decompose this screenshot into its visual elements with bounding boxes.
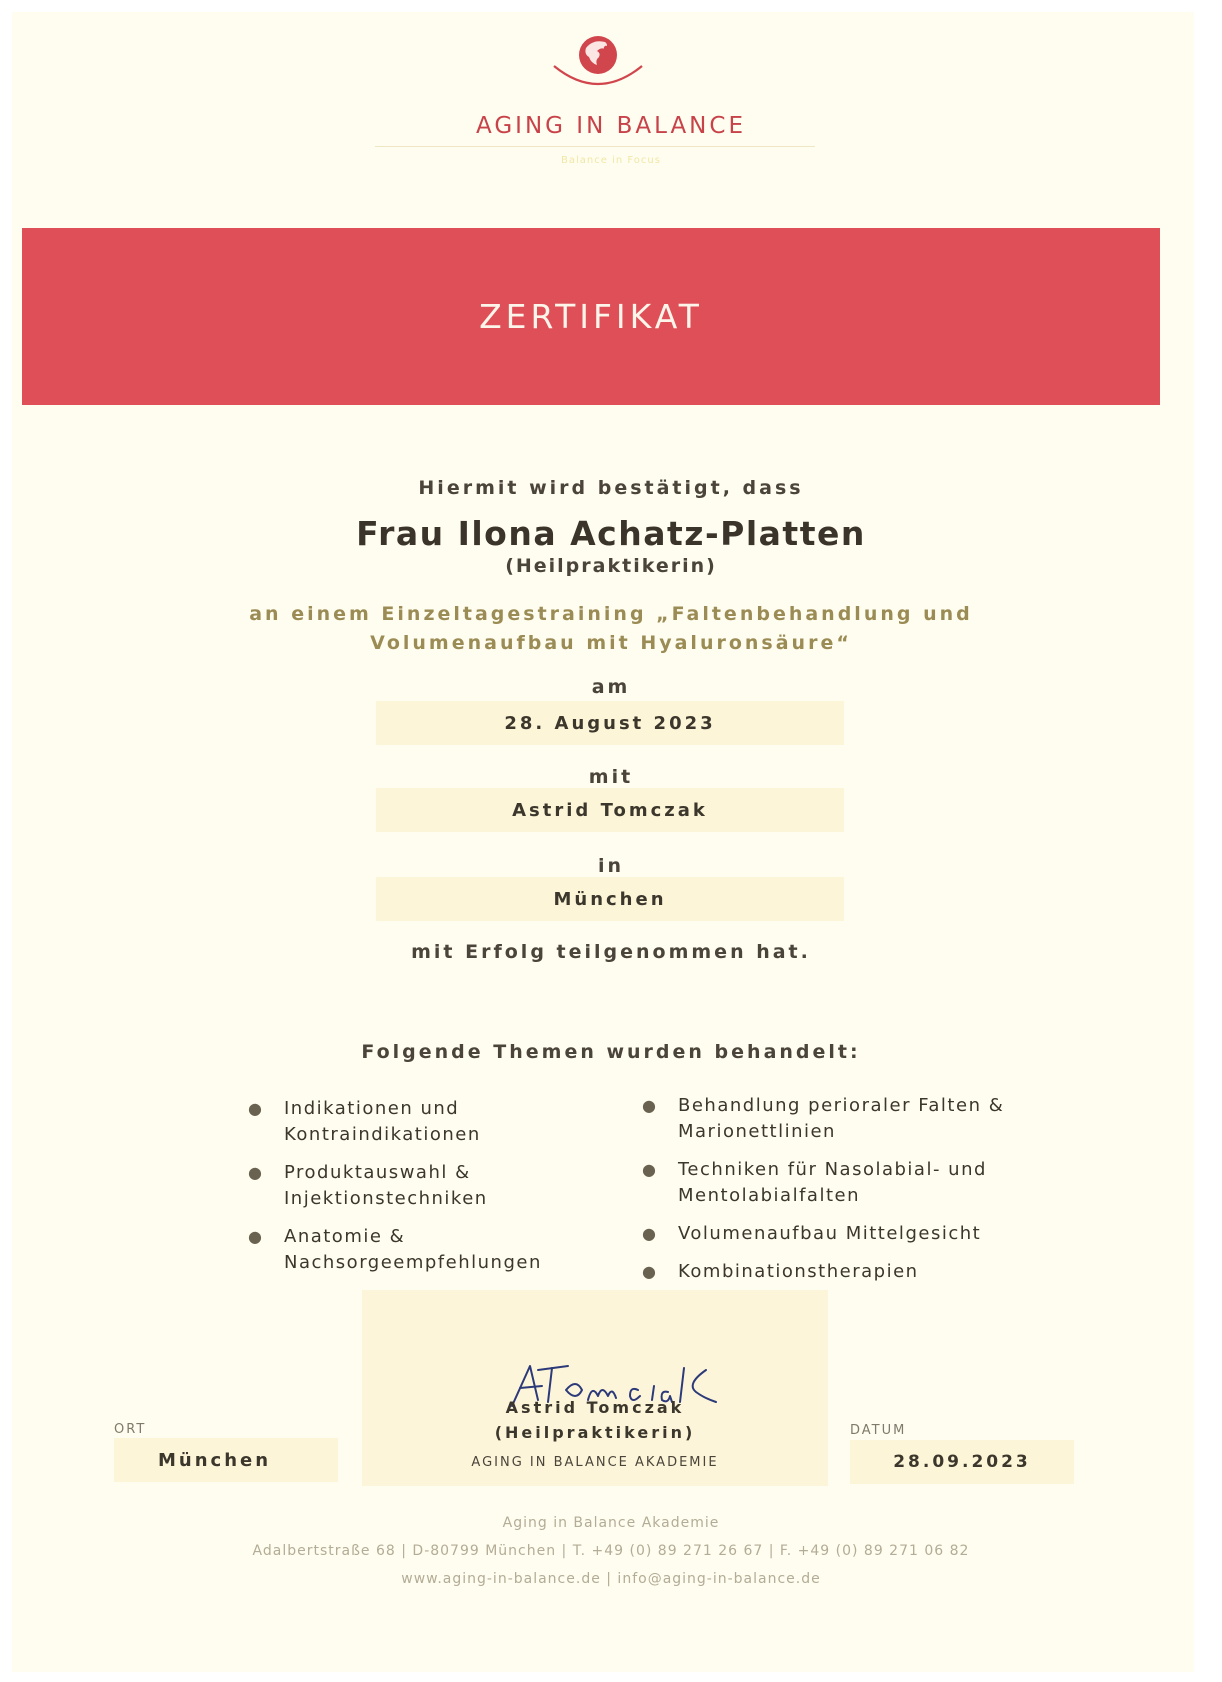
list-item: ● Anatomie & Nachsorgeempfehlungen bbox=[248, 1226, 542, 1273]
location-label: ORT bbox=[114, 1422, 147, 1437]
closing-text: mit Erfolg teilgenommen hat. bbox=[411, 941, 811, 963]
place-field: München bbox=[376, 877, 844, 921]
footer-contact: www.aging-in-balance.de | info@aging-in-balance.de bbox=[401, 1571, 821, 1587]
course-line-2: Volumenaufbau mit Hyaluronsäure“ bbox=[370, 632, 852, 654]
trainer-field: Astrid Tomczak bbox=[376, 788, 844, 832]
list-item: ● Indikationen und Kontraindikationen bbox=[248, 1098, 481, 1145]
list-item: ● Volumenaufbau Mittelgesicht bbox=[642, 1221, 1062, 1247]
bullet-icon: ● bbox=[642, 1160, 658, 1179]
bullet-icon: ● bbox=[642, 1224, 658, 1243]
recipient-name: Frau Ilona Achatz-Platten bbox=[356, 514, 866, 553]
footer-address: Adalbertstraße 68 | D-80799 München | T. +49 (0) 89 271 26 67 | F. +49 (0) 89 271 06 82 bbox=[252, 1543, 970, 1559]
certificate-title: ZERTIFIKAT bbox=[479, 297, 703, 336]
list-item: ● Kombinationstherapien bbox=[642, 1259, 1062, 1285]
intro-text: Hiermit wird bestätigt, dass bbox=[418, 477, 804, 499]
recipient-title: (Heilpraktikerin) bbox=[505, 555, 717, 577]
trainer-label: mit bbox=[588, 766, 634, 788]
signatory-title: (Heilpraktikerin) bbox=[494, 1423, 696, 1442]
footer-company: Aging in Balance Akademie bbox=[502, 1515, 720, 1531]
bullet-icon: ● bbox=[248, 1227, 264, 1246]
course-line-1: an einem Einzeltagestraining „Faltenbehandlung und bbox=[249, 603, 973, 625]
topics-list-left bbox=[248, 1096, 608, 1288]
list-item: ● Behandlung perioraler Falten & Marionettlinien bbox=[642, 1095, 1005, 1142]
signatory-name: Astrid Tomczak bbox=[505, 1398, 685, 1417]
list-item: ● Produktauswahl & Injektionstechniken bbox=[248, 1162, 488, 1209]
brand-name: AGING IN BALANCE bbox=[476, 113, 746, 139]
location-field: München bbox=[114, 1438, 338, 1482]
bullet-icon: ● bbox=[642, 1262, 658, 1281]
signatory-organization: AGING IN BALANCE AKADEMIE bbox=[471, 1455, 719, 1470]
training-date-field: 28. August 2023 bbox=[376, 701, 844, 745]
issue-date-field: 28.09.2023 bbox=[850, 1440, 1074, 1484]
topics-list-right bbox=[642, 1093, 1062, 1297]
date-label-issue: DATUM bbox=[850, 1423, 907, 1438]
place-label: in bbox=[597, 855, 625, 877]
bullet-icon: ● bbox=[248, 1163, 264, 1182]
topics-heading: Folgende Themen wurden behandelt: bbox=[361, 1041, 861, 1063]
brand-divider bbox=[375, 146, 815, 147]
face-in-circle-logo-icon bbox=[548, 28, 648, 96]
list-item: ● Techniken für Nasolabial- und Mentolabialfalten bbox=[642, 1159, 987, 1206]
course-description bbox=[0, 600, 1222, 658]
bullet-icon: ● bbox=[642, 1096, 658, 1115]
brand-tagline: Balance in Focus bbox=[561, 155, 661, 166]
title-banner bbox=[22, 228, 1160, 405]
date-label: am bbox=[591, 676, 631, 698]
bullet-icon: ● bbox=[248, 1099, 264, 1118]
